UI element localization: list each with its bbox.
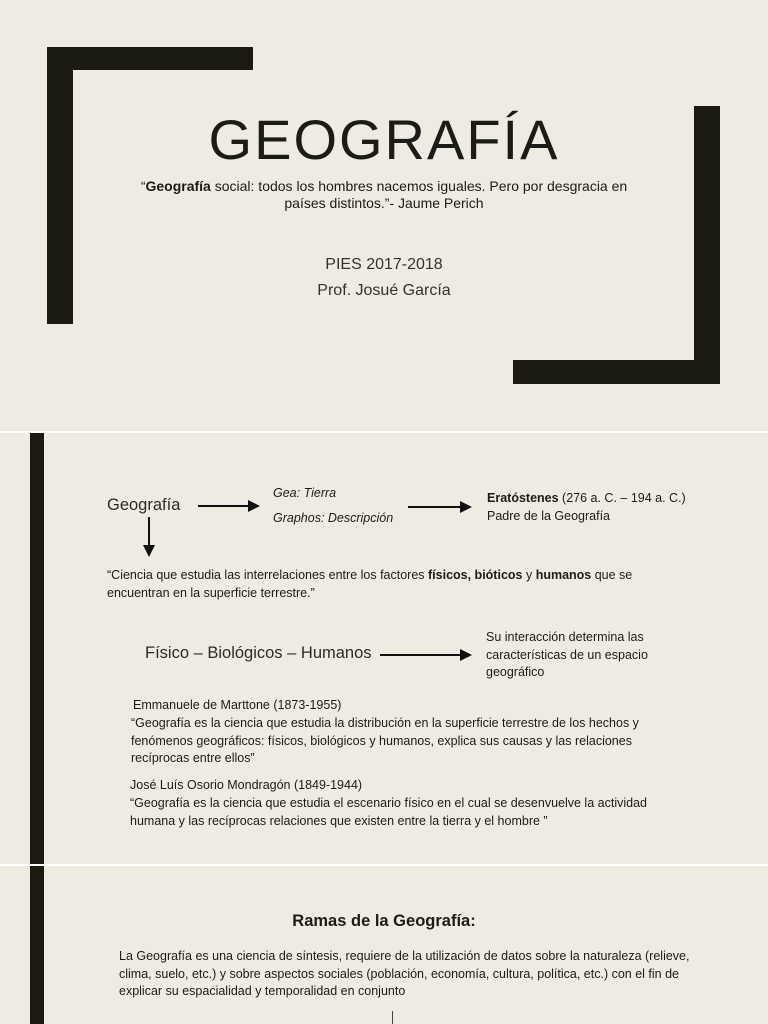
frame-bar-top-left-horizontal bbox=[47, 47, 253, 70]
martonne-quote: “Geografía es la ciencia que estudia la distribución en la superficie terrestre de los hechos y fenómenos geográficos: físicos, biológicos y humanos, explica sus causas y las relaciones recíprocas entre ellos” bbox=[131, 716, 639, 765]
branches-paragraph: La Geografía es una ciencia de síntesis, requiere de la utilización de datos sobre la naturaleza (relieve, clima, suelo, etc.) y sobre aspectos sociales (población, economía, cultura, política, etc.) con el fin de explicar su espacialidad y temporalidad en conjunto bbox=[119, 949, 690, 998]
title-slide bbox=[0, 0, 768, 431]
branches-heading: Ramas de la Geografía: bbox=[292, 912, 476, 930]
teacher-label: Prof. Josué García bbox=[317, 282, 451, 299]
arrow-to-etymology bbox=[198, 505, 258, 507]
etymology-graphos: Graphos: Descripción bbox=[273, 511, 394, 525]
arrow-down-to-definition bbox=[148, 517, 150, 555]
geografia-label: Geografía bbox=[107, 496, 181, 514]
course-label: PIES 2017-2018 bbox=[325, 256, 443, 273]
eratostenes-name: Eratóstenes (276 a. C. – 194 a. C.) bbox=[487, 491, 686, 505]
definition-slide bbox=[0, 433, 768, 864]
osorio-name: José Luís Osorio Mondragón (1849-1944) bbox=[130, 778, 363, 792]
branches-slide bbox=[0, 866, 768, 1024]
martonne-name: Emmanuele de Marttone (1873-1955) bbox=[133, 698, 342, 712]
frame-bar-bottom-right-horizontal bbox=[513, 360, 720, 384]
eratostenes-title: Padre de la Geografía bbox=[487, 509, 610, 523]
title-quote: “Geografía social: todos los hombres nacemos iguales. Pero por desgracia en países distintos.”- Jaume Perich bbox=[140, 178, 628, 211]
left-accent-bar bbox=[30, 866, 44, 1024]
page-title: GEOGRAFÍA bbox=[208, 108, 560, 171]
arrow-to-interaction bbox=[380, 654, 470, 656]
connector-line bbox=[392, 1011, 393, 1024]
definition-text: “Ciencia que estudia las interrelaciones entre los factores físicos, bióticos y humanos que se encuentran en la superficie terrestre.” bbox=[107, 568, 633, 600]
factors-label: Físico – Biológicos – Humanos bbox=[145, 644, 372, 662]
arrow-to-eratostenes bbox=[408, 506, 470, 508]
osorio-quote: “Geografía es la ciencia que estudia el escenario físico en el cual se desenvuelve la actividad humana y las recíprocas relaciones que existen entre la tierra y el hombre ” bbox=[130, 796, 647, 828]
interaction-text: Su interacción determina las características de un espacio geográfico bbox=[486, 630, 648, 679]
left-accent-bar bbox=[30, 433, 44, 864]
etymology-gea: Gea: Tierra bbox=[273, 486, 337, 500]
